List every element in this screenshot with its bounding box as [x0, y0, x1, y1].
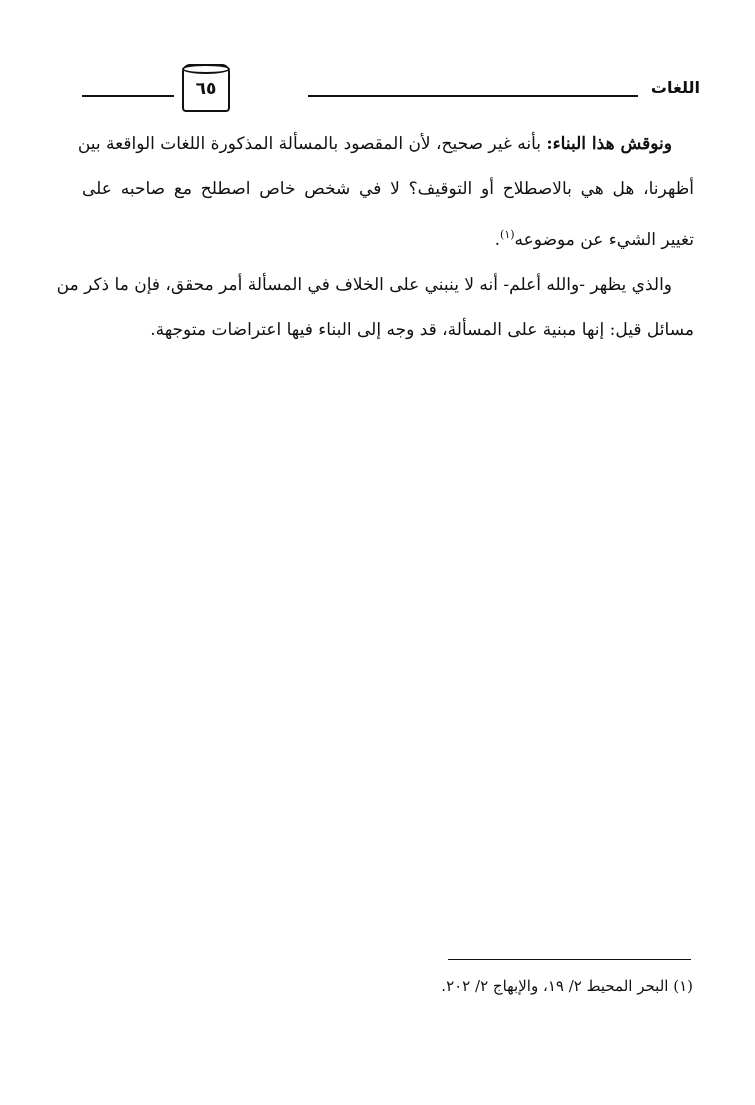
footnote-1: (١) البحر المحيط ٢/ ١٩، والإبهاج ٢/ ٢٠٢. — [441, 977, 693, 995]
paragraph-2-line-1: والذي يظهر -والله أعلم- أنه لا ينبني على الخلاف في المسألة أمر محقق، فإن ما ذكر من — [56, 275, 672, 295]
paragraph-2-line-2: مسائل قيل: إنها مبنية على المسألة، قد وجه إلى البناء فيها اعتراضات متوجهة. — [150, 320, 694, 340]
paragraph-1 — [77, 122, 694, 263]
line-text: تغيير الشيء عن موضوعه — [514, 230, 694, 250]
paragraph-lead: ونوقش هذا البناء: — [546, 134, 672, 154]
header-rule-left — [82, 95, 174, 97]
paragraph-1-line-1 — [77, 122, 694, 167]
page-number: ٦٥ — [195, 79, 217, 99]
paragraph-1-line-2: أظهرنا، هل هي بالاصطلاح أو التوقيف؟ لا في شخص خاص اصطلح مع صاحبه على — [82, 179, 694, 199]
paragraph-2 — [56, 263, 694, 353]
paragraph-1-line-3 — [82, 212, 694, 263]
sentence-end: . — [494, 230, 501, 250]
page-header — [80, 62, 700, 118]
footnote-separator — [448, 959, 691, 960]
page-number-badge — [182, 64, 230, 112]
line-text: بأنه غير صحيح، لأن المقصود بالمسألة المذكورة اللغات الواقعة بين — [77, 134, 541, 154]
header-rule-right — [308, 95, 638, 97]
footnote-reference[interactable]: (١) — [500, 228, 515, 241]
running-title: اللغات — [650, 78, 700, 97]
main-text — [56, 122, 694, 353]
